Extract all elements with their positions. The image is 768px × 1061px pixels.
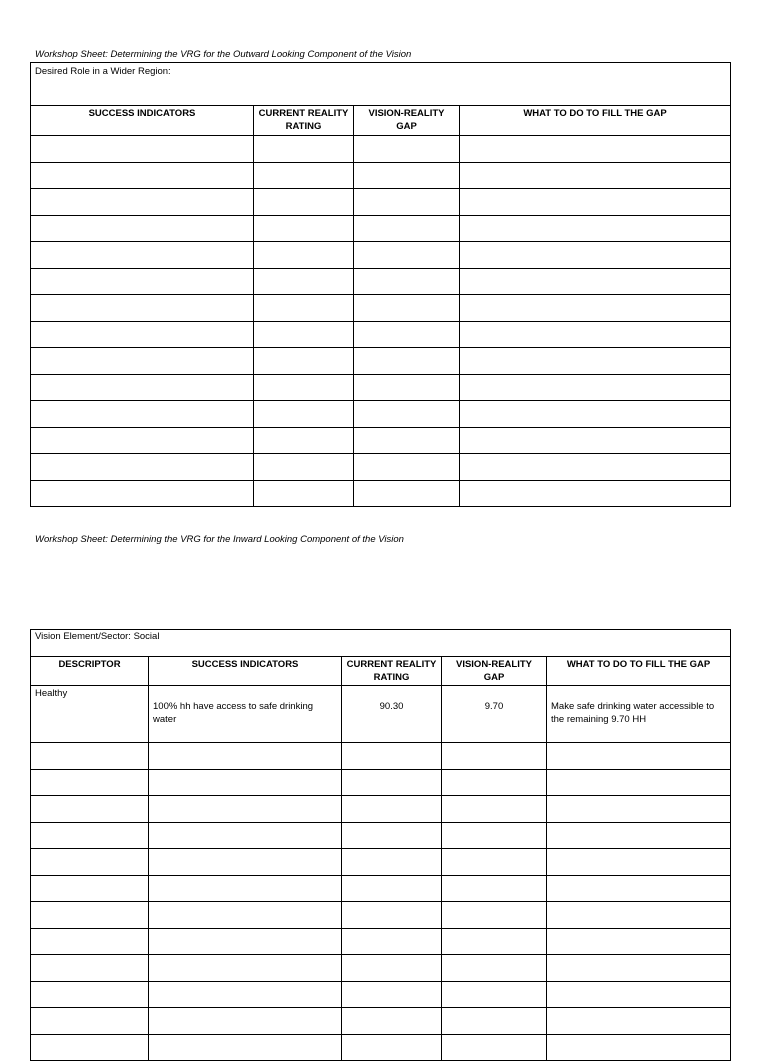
empty-cell — [31, 162, 254, 189]
empty-cell — [149, 928, 342, 955]
empty-cell — [31, 427, 254, 454]
empty-cell — [254, 242, 354, 269]
table-row — [31, 427, 731, 454]
empty-cell — [149, 981, 342, 1008]
empty-cell — [354, 215, 460, 242]
empty-cell — [354, 374, 460, 401]
empty-cell — [547, 796, 731, 823]
current-reality-rating-cell: 90.30 — [342, 686, 442, 743]
empty-cell — [254, 427, 354, 454]
empty-cell — [354, 189, 460, 216]
table-row — [31, 875, 731, 902]
empty-cell — [31, 268, 254, 295]
empty-cell — [342, 849, 442, 876]
empty-cell — [149, 743, 342, 770]
empty-cell — [442, 822, 547, 849]
empty-cell — [460, 401, 731, 428]
action-cell: Make safe drinking water accessible to the remaining 9.70 HH — [547, 686, 731, 743]
table-row — [31, 295, 731, 322]
sheet1-caption: Workshop Sheet: Determining the VRG for the Outward Looking Component of the Vision — [35, 49, 412, 60]
empty-cell — [31, 822, 149, 849]
empty-cell — [254, 189, 354, 216]
empty-cell — [342, 902, 442, 929]
empty-cell — [460, 136, 731, 163]
empty-cell — [547, 1008, 731, 1035]
empty-cell — [354, 401, 460, 428]
empty-cell — [149, 796, 342, 823]
empty-cell — [354, 242, 460, 269]
empty-cell — [31, 295, 254, 322]
empty-cell — [547, 875, 731, 902]
sheet2-caption: Workshop Sheet: Determining the VRG for the Inward Looking Component of the Vision — [35, 534, 404, 545]
table-row — [31, 242, 731, 269]
empty-cell — [442, 796, 547, 823]
empty-cell — [460, 348, 731, 375]
empty-cell — [460, 427, 731, 454]
table-row — [31, 928, 731, 955]
header-current-reality-rating: CURRENT REALITY RATING — [254, 106, 354, 136]
table-row — [31, 480, 731, 507]
empty-cell — [460, 242, 731, 269]
empty-cell — [547, 743, 731, 770]
empty-cell — [254, 162, 354, 189]
empty-cell — [442, 902, 547, 929]
empty-cell — [547, 955, 731, 982]
empty-cell — [31, 769, 149, 796]
empty-cell — [342, 769, 442, 796]
empty-cell — [31, 136, 254, 163]
empty-cell — [31, 981, 149, 1008]
empty-cell — [342, 981, 442, 1008]
table-row — [31, 981, 731, 1008]
empty-cell — [31, 849, 149, 876]
table-row — [31, 822, 731, 849]
empty-cell — [342, 928, 442, 955]
table-row — [31, 136, 731, 163]
empty-cell — [149, 849, 342, 876]
table-row — [31, 321, 731, 348]
empty-cell — [149, 1008, 342, 1035]
empty-cell — [460, 215, 731, 242]
empty-cell — [342, 955, 442, 982]
vision-reality-gap-cell: 9.70 — [442, 686, 547, 743]
table-title: Vision Element/Sector: Social — [31, 630, 731, 657]
table-row — [31, 1008, 731, 1035]
header-vision-reality-gap: VISION-REALITY GAP — [442, 657, 547, 686]
outward-vrg-table — [30, 62, 731, 507]
empty-cell — [460, 480, 731, 507]
header-what-to-do: WHAT TO DO TO FILL THE GAP — [547, 657, 731, 686]
empty-cell — [342, 1008, 442, 1035]
header-row — [31, 106, 731, 136]
empty-cell — [460, 189, 731, 216]
header-descriptor: DESCRIPTOR — [31, 657, 149, 686]
table-body — [31, 743, 731, 1061]
empty-cell — [342, 1034, 442, 1061]
empty-cell — [547, 769, 731, 796]
empty-cell — [460, 374, 731, 401]
header-row — [31, 657, 731, 686]
empty-cell — [31, 875, 149, 902]
empty-cell — [547, 981, 731, 1008]
empty-cell — [442, 981, 547, 1008]
empty-cell — [547, 822, 731, 849]
empty-cell — [342, 822, 442, 849]
empty-cell — [149, 1034, 342, 1061]
empty-cell — [354, 427, 460, 454]
header-success-indicators: SUCCESS INDICATORS — [149, 657, 342, 686]
empty-cell — [254, 321, 354, 348]
header-what-to-do: WHAT TO DO TO FILL THE GAP — [460, 106, 731, 136]
table-row — [31, 743, 731, 770]
empty-cell — [460, 295, 731, 322]
empty-cell — [442, 875, 547, 902]
empty-cell — [547, 1034, 731, 1061]
empty-cell — [442, 849, 547, 876]
empty-cell — [342, 743, 442, 770]
empty-cell — [149, 875, 342, 902]
empty-cell — [460, 454, 731, 481]
empty-cell — [149, 822, 342, 849]
empty-cell — [547, 928, 731, 955]
empty-cell — [342, 875, 442, 902]
success-indicator-cell: 100% hh have access to safe drinking water — [149, 686, 342, 743]
empty-cell — [442, 743, 547, 770]
empty-cell — [149, 955, 342, 982]
table-row — [31, 1034, 731, 1061]
empty-cell — [460, 321, 731, 348]
empty-cell — [31, 321, 254, 348]
empty-cell — [442, 1034, 547, 1061]
empty-cell — [31, 454, 254, 481]
empty-cell — [31, 902, 149, 929]
empty-cell — [254, 136, 354, 163]
table-row — [31, 902, 731, 929]
empty-cell — [354, 454, 460, 481]
table-row — [31, 796, 731, 823]
empty-cell — [442, 928, 547, 955]
empty-cell — [31, 1034, 149, 1061]
header-vision-reality-gap: VISION-REALITY GAP — [354, 106, 460, 136]
table-row — [31, 189, 731, 216]
empty-cell — [354, 136, 460, 163]
empty-cell — [31, 189, 254, 216]
empty-cell — [254, 480, 354, 507]
empty-cell — [342, 796, 442, 823]
empty-cell — [31, 1008, 149, 1035]
empty-cell — [442, 769, 547, 796]
empty-cell — [354, 348, 460, 375]
empty-cell — [547, 849, 731, 876]
table-row — [31, 401, 731, 428]
empty-cell — [31, 215, 254, 242]
empty-cell — [31, 955, 149, 982]
table-row — [31, 215, 731, 242]
empty-cell — [31, 242, 254, 269]
empty-cell — [31, 401, 254, 428]
empty-cell — [254, 348, 354, 375]
table-row — [31, 374, 731, 401]
empty-cell — [254, 215, 354, 242]
table-row — [31, 849, 731, 876]
empty-cell — [31, 743, 149, 770]
empty-cell — [354, 480, 460, 507]
table-body — [31, 136, 731, 507]
empty-cell — [31, 348, 254, 375]
empty-cell — [254, 295, 354, 322]
empty-cell — [31, 928, 149, 955]
empty-cell — [31, 480, 254, 507]
table-row — [31, 162, 731, 189]
empty-cell — [254, 268, 354, 295]
empty-cell — [547, 902, 731, 929]
empty-cell — [460, 268, 731, 295]
table-title: Desired Role in a Wider Region: — [31, 63, 731, 106]
empty-cell — [460, 162, 731, 189]
table-row — [31, 955, 731, 982]
empty-cell — [254, 454, 354, 481]
inward-vrg-table — [30, 629, 731, 1061]
header-success-indicators: SUCCESS INDICATORS — [31, 106, 254, 136]
empty-cell — [354, 162, 460, 189]
header-current-reality-rating: CURRENT REALITY RATING — [342, 657, 442, 686]
table-row — [31, 454, 731, 481]
empty-cell — [442, 1008, 547, 1035]
empty-cell — [354, 321, 460, 348]
empty-cell — [149, 902, 342, 929]
table-row — [31, 268, 731, 295]
empty-cell — [354, 295, 460, 322]
empty-cell — [442, 955, 547, 982]
table-row — [31, 348, 731, 375]
table-row — [31, 769, 731, 796]
empty-cell — [31, 374, 254, 401]
empty-cell — [354, 268, 460, 295]
descriptor-cell: Healthy — [31, 686, 149, 743]
table-row — [31, 686, 731, 743]
empty-cell — [254, 401, 354, 428]
empty-cell — [254, 374, 354, 401]
empty-cell — [149, 769, 342, 796]
empty-cell — [31, 796, 149, 823]
